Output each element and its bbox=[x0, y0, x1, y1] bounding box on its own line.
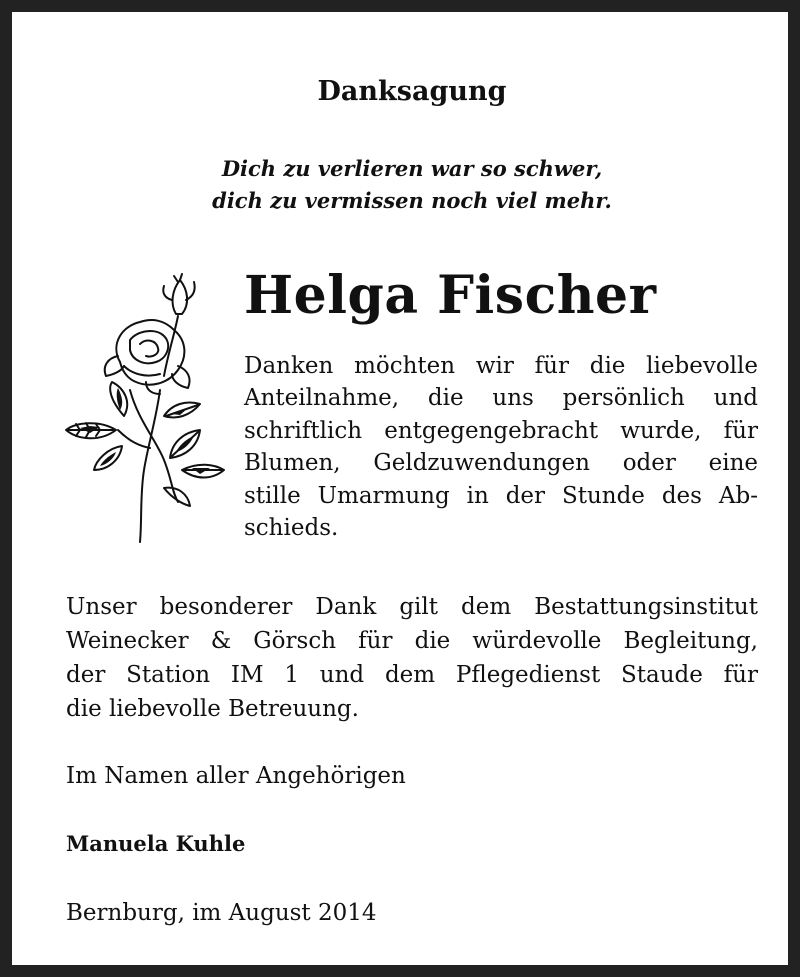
motto-line: Dich zu verlieren war so schwer, bbox=[221, 156, 603, 181]
thanks-line: schriftlich entgegengebracht wurde, für bbox=[244, 417, 758, 444]
on-behalf-line: Im Namen aller Angehörigen bbox=[66, 763, 406, 789]
special-thanks-line: Weinecker & Görsch für die würdevolle Begleitung, bbox=[66, 628, 758, 654]
special-thanks-line: der Station IM 1 und dem Pflegedienst Staude für bbox=[66, 662, 758, 688]
thanks-line: schieds. bbox=[244, 515, 339, 542]
special-thanks-line: Unser besonderer Dank gilt dem Bestattungsinstitut bbox=[66, 594, 758, 620]
thanks-line: Danken möchten wir für die liebevolle bbox=[244, 353, 758, 379]
rose-icon bbox=[60, 270, 228, 546]
motto-line: dich zu vermissen noch viel mehr. bbox=[212, 188, 612, 213]
thanks-paragraph bbox=[244, 350, 758, 544]
thanks-line: Blumen, Geldzuwendungen oder eine bbox=[244, 450, 758, 477]
special-thanks-line: die liebevolle Betreuung. bbox=[66, 696, 359, 722]
notice-heading: Danksagung bbox=[317, 76, 507, 107]
special-thanks-paragraph bbox=[66, 590, 758, 726]
thanks-line: Anteilnahme, die uns persönlich und bbox=[244, 385, 758, 412]
motto bbox=[12, 153, 800, 217]
place-date: Bernburg, im August 2014 bbox=[66, 900, 377, 926]
thanks-line: stille Umarmung in der Stunde des Ab- bbox=[244, 482, 758, 509]
signer-name: Manuela Kuhle bbox=[66, 831, 246, 856]
deceased-name: Helga Fischer bbox=[244, 265, 657, 326]
